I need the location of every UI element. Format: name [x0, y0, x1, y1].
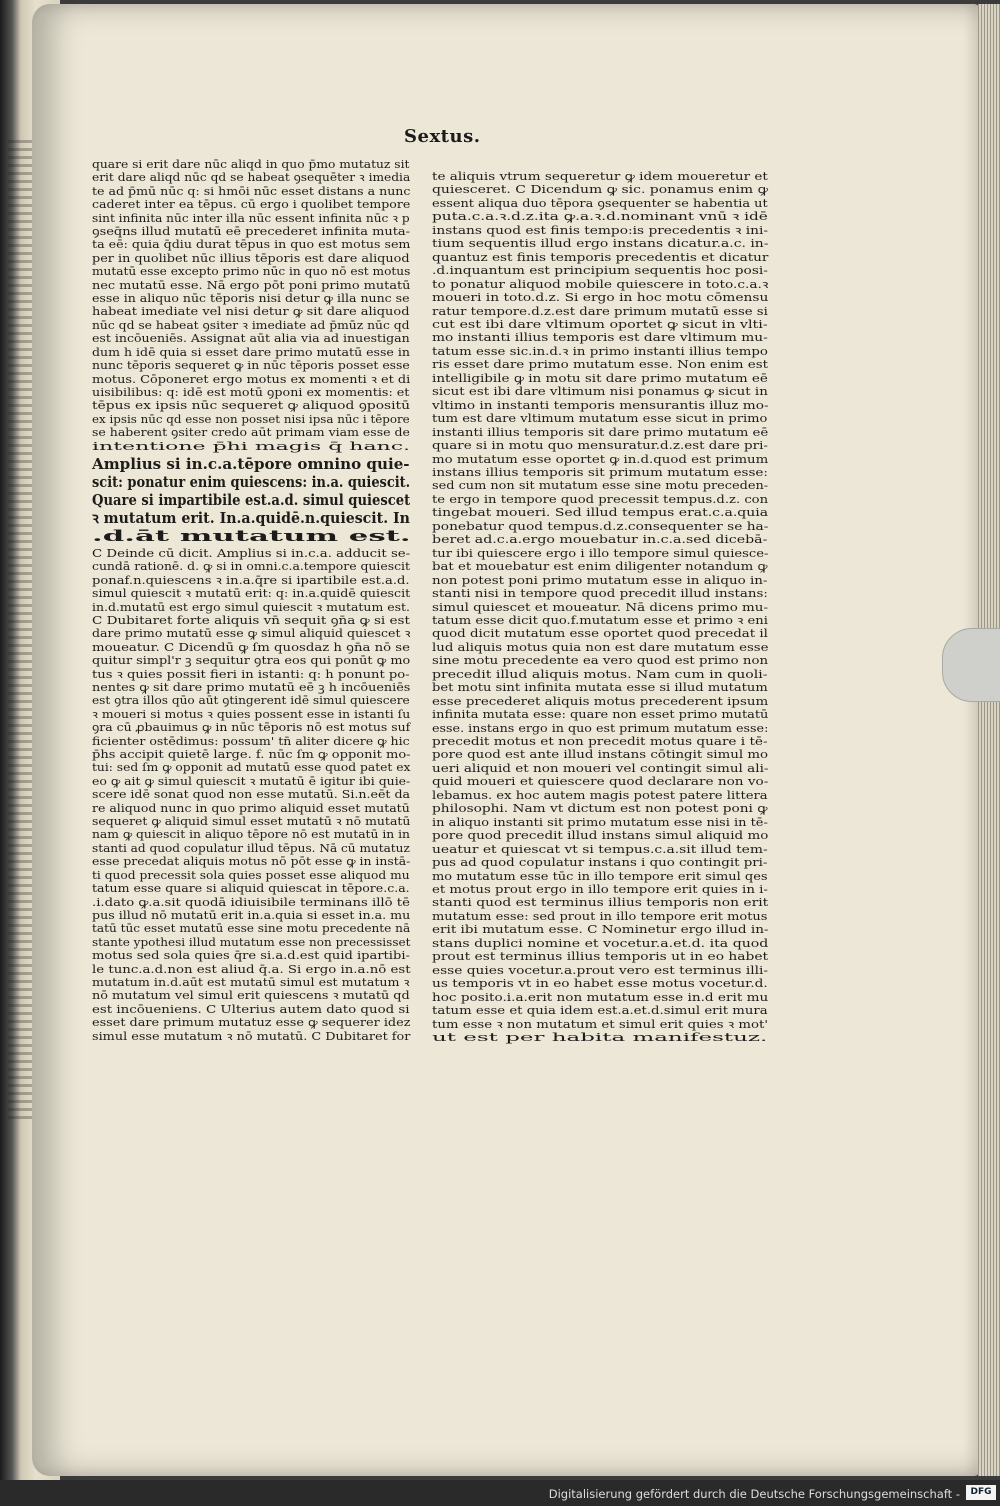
text-line: nunc tēporis sequeret ꝙ in nūc tēporis posset esse: [92, 359, 410, 373]
text-line: eo ꝙ ait ꝙ simul quiescit ꝛ mutatū ē igitur ibi quie-: [92, 774, 411, 788]
left-column: [92, 158, 410, 1043]
text-line: hoc posito.i.a.erit non mutatum esse in.d erit mu: [432, 990, 769, 1004]
right-column: [432, 170, 768, 1044]
text-line: simul quiescet et moueatur. Nā dicens primo mu-: [432, 600, 768, 614]
text-line: ti quod precessit sola quies posset esse aliquod mu: [92, 868, 410, 882]
text-line: in aliquo instanti sit primo mutatum esse nisi in tē-: [432, 815, 768, 829]
text-line: esse in aliquo nūc tēporis nisi detur ꝙ illa nunc se: [92, 292, 410, 306]
text-line: p̄hs accipit quietē large. f. nūc ſm ꝙ opponit mo-: [92, 748, 411, 762]
text-line: esse precederet aliquis motus precederent ipsum: [432, 694, 769, 708]
text-line: .d.inquantum est principium sequentis hoc posi-: [432, 264, 768, 278]
text-line: nō mutatum vel simul erit quiescens ꝛ mutatū qd: [92, 989, 410, 1003]
text-line: intentione p̄hi magis q̄ hanc.: [92, 439, 411, 453]
text-line: re aliquod nunc in quo primo aliquid esset mutatū: [92, 801, 410, 815]
text-line: tur ibi quiescere ergo i illo tempore simul quiesce-: [432, 546, 769, 560]
text-line: dare primo mutatū esse ꝙ simul aliquid quiescet ꝛ: [92, 627, 411, 641]
text-line: non potest poni primo mutatum esse in aliquo in-: [432, 573, 768, 587]
text-line: ex ipsis nūc qd esse non posset nisi ipsa nūc i tēpore: [92, 412, 410, 426]
text-line: ratur tempore.d.z.est dare primum mutatū esse si: [432, 304, 768, 318]
text-line: scere idē sonat quod non esse mutatū. Si.n.eēt da: [92, 788, 411, 802]
lemma-line: .d.āt mutatum est.: [92, 526, 411, 545]
text-line: precedit illud aliquis motus. Nam cum in quoli-: [432, 667, 768, 681]
text-line: tum est dare vltimum mutatum esse sicut in primo: [432, 412, 768, 426]
text-line: te aliquis vtrum sequeretur ꝙ idem moueretur et: [432, 170, 768, 183]
text-line: ꝯseq̄ns illud mutatū eē precederet infinita muta-: [92, 225, 411, 239]
text-line: ꝛ moueri si motus ꝛ quies possent esse in istanti ſu: [92, 707, 411, 721]
text-line: quantuz est finis temporis precedentis et dicatur: [432, 250, 769, 264]
text-line: cut est ibi dare vltimum oportet ꝙ sicut in vlti-: [432, 317, 768, 331]
text-line: uisibilibus: q: idē est motū ꝯponi ex momentis: et: [92, 385, 410, 399]
page-stack-edge: [978, 4, 1000, 1476]
text-line: motus. Cōponeret ergo motus ex momenti ꝛ et di: [92, 372, 411, 386]
lemma-line: ꝛ mutatum erit. In.a.quidē.n.quiescit. In: [92, 508, 410, 527]
text-line: beret ad.c.a.ergo mouebatur in.c.a.sed dicebā-: [432, 533, 768, 547]
text-line: esse precedat aliquis motus nō pōt esse ꝙ in instā-: [92, 855, 411, 869]
text-line: C Deinde cū dicit. Amplius si in.c.a. adducit se-: [92, 546, 411, 560]
right-column-text: [432, 170, 768, 1044]
text-line: tatum esse et quia idem est.a.et.d.simul erit mura: [432, 1004, 768, 1018]
text-line: stanti ad quod copulatur illud tēpus. Nā cū mutatuz: [92, 841, 410, 855]
text-line: stanti nisi in tempore quod precedit illud instans:: [432, 587, 768, 601]
text-line: tatum esse quare si aliquid quiescat in tēpore.c.a.: [92, 882, 410, 896]
bookmark-clip: [942, 628, 1000, 702]
text-line: sequeret ꝙ aliquid simul esset mutatū ꝛ nō mutatū: [92, 815, 411, 829]
text-line: quiesceret. C Dicendum ꝙ sic. ponamus enim ꝙ: [432, 183, 769, 197]
text-line: le tunc.a.d.non est aliud q̄.a. Si ergo in.a.nō est: [92, 962, 411, 976]
text-line: tatum esse dicit quo.f.mutatum esse et primo ꝛ eni: [432, 613, 768, 627]
text-line: tum esse ꝛ non mutatum et simul erit quies ꝛ mot': [432, 1017, 768, 1031]
text-line: ueatur et quiescat vt si tempus.c.a.sit illud tem-: [432, 842, 768, 856]
text-line: in.d.mutatū est ergo simul quiescit ꝛ mutatum est.: [92, 600, 410, 614]
text-line: est incōueniens. C Ulterius autem dato quod si: [92, 1002, 410, 1016]
text-line: tus ꝛ quies possit fieri in istanti: q: h ponunt po-: [92, 667, 410, 681]
text-line: tium sequentis illud ergo instans dicatur.a.c. in-: [432, 237, 769, 251]
text-line: ueri aliquid et non moueri vel contingit simul ali-: [432, 761, 769, 775]
text-line: us temporis vt in eo habet esse motus vocetur.d.: [432, 977, 768, 991]
text-line: nentes ꝙ sit dare primo mutatū eē ꝫ h incōueniēs: [92, 681, 411, 694]
text-line: ris esset dare primo mutatum esse. Non enim est: [432, 358, 769, 372]
text-line: habeat imediate vel nisi detur ꝙ sit dare aliquod: [92, 305, 410, 319]
text-line: bat et mouebatur est enim diligenter notandum ꝙ: [432, 560, 768, 574]
text-line: instans illius temporis sit primum mutatum esse:: [432, 465, 768, 479]
text-line: est ꝯtra illos qūo aūt ꝯtingerent idē simul quiescere: [92, 694, 410, 708]
text-line: philosophi. Nam vt dictum est non potest poni ꝙ: [432, 802, 768, 816]
text-line: sed cum non sit mutatum esse sine motu preceden-: [432, 479, 769, 493]
text-line: ꝯra cū ꝓbauimus ꝙ in nūc tēporis nō est motus suf: [92, 721, 411, 735]
text-line: mo mutatum esse oportet ꝙ in.d.quod est primum: [432, 452, 769, 466]
text-line: tatum esse sic.in.d.ꝛ in primo instanti illius tempo: [432, 344, 768, 358]
text-line: quare si in motu quo mensuratur.d.z.est dare pri-: [432, 439, 768, 453]
text-line: est incōueniēs. Assignat aūt alia via ad inuestigan: [92, 332, 410, 346]
text-line: ficienter ostēdimus: possum' tn̄ aliter dicere ꝙ hic: [92, 734, 410, 748]
text-line: mo instanti illius temporis est dare vltimum mu-: [432, 331, 768, 345]
text-line: sicut est ibi dare vltimum nisi ponamus ꝙ sicut in: [432, 385, 768, 399]
text-line: et motus prout ergo in illo tempore erit quies in i-: [432, 883, 768, 897]
dfg-logo: DFG: [966, 1485, 996, 1500]
text-line: pus ad quod copulatur instans i quo contingit pri-: [432, 856, 768, 870]
text-line: instans quod est finis tempo:is precedentis ꝛ ini-: [432, 223, 769, 237]
footer-bar: [0, 1480, 1000, 1506]
text-line: stante ypothesi illud mutatum esse non precessisset: [92, 935, 411, 949]
text-line: pore quod precedit illud instans simul aliquid mo: [432, 829, 769, 843]
text-line: lebamus. ex hoc autem magis potest patere littera: [432, 788, 768, 802]
text-line: motus sed sola quies q̄re si.a.d.est quid ipartibi-: [92, 949, 410, 963]
text-line: moueri in toto.d.z. Si ergo in hoc motu cōmensu: [432, 291, 769, 305]
text-line: per in quolibet nūc illius tēporis est dare aliquod: [92, 251, 410, 265]
text-line: C Dubitaret forte aliquis vn̄ sequit ꝯn̄a ꝙ si est: [92, 613, 410, 627]
text-line: intelligibile ꝙ in motu sit dare primo mutatum eē: [432, 371, 768, 385]
text-line: cundā rationē. d. ꝙ si in omni.c.a.tempore quiescit: [92, 560, 410, 574]
text-line: mutatū esse excepto primo nūc in quo nō est motus: [92, 265, 411, 279]
text-line: te ergo in tempore quod precessit tempus.d.z. con: [432, 492, 769, 506]
footer-credit: Digitalisierung gefördert durch die Deutsche Forschungsgemeinschaft -: [548, 1487, 960, 1501]
text-line: esset dare primum mutatuz esse ꝙ sequerer idez: [92, 1016, 411, 1030]
text-line: precedit motus et non precedit motus quare i tē-: [432, 735, 768, 749]
text-line: stanti quod est terminus illius temporis non erit: [432, 896, 769, 910]
text-line: quare si erit dare nūc aliqd in quo p̄mo mutatuz sit: [92, 158, 410, 171]
text-line: ut est per habita manifestuz.: [432, 1031, 768, 1044]
text-line: instanti illius temporis sit dare primo mutatum eē: [432, 425, 769, 439]
text-line: quid moueri et quiescere quod declarare non vo-: [432, 775, 769, 789]
text-line: mutatum in.d.aūt est mutatū simul est mutatum ꝛ: [92, 975, 410, 989]
text-line: puta.c.a.ꝛ.d.z.ita ꝙ.a.ꝛ.d.nominant vnū ꝛ idē: [432, 210, 768, 224]
text-line: ta eē: quia q̄diu durat tēpus in quo est motus sem: [92, 238, 411, 252]
text-line: tēpus ex ipsis nūc sequeret ꝙ aliquod ꝯpositū: [92, 399, 411, 413]
text-line: ponebatur quod tempus.d.z.consequenter se ha-: [432, 519, 769, 533]
text-line: nec mutatū esse. Nā ergo pōt poni primo mutatū: [92, 278, 411, 292]
text-line: se haberent ꝯsiter credo aūt primam viam esse de: [92, 426, 410, 440]
left-column-commentary: [92, 547, 410, 1043]
text-line: bet motu sint infinita mutata esse si illud mutatum: [432, 681, 768, 695]
text-line: mutatum esse: sed prout in illo tempore erit motus: [432, 909, 768, 923]
text-line: simul quiescit ꝛ mutatū erit: q: in.a.quidē quiescit: [92, 587, 411, 601]
text-line: nam ꝙ quiescit in aliquo tēpore nō est mutatū in in: [92, 828, 410, 842]
lemma-block: [92, 455, 410, 545]
text-line: nūc qd se habeat ꝯsiter ꝛ imediate ad p̄mūz nūc qd: [92, 318, 410, 332]
text-line: stans duplici nomine et vocetur.a.et.d. ita quod: [432, 936, 769, 950]
text-line: erit ibi mutatum esse. C Nominetur ergo illud in-: [432, 923, 769, 937]
text-line: sint infinita nūc inter illa nūc essent infinita nūc ꝛ p: [92, 211, 410, 225]
left-column-text: [92, 158, 410, 453]
text-line: tatū tūc esset mutatū esse sine motu precedente nā: [92, 922, 411, 936]
text-line: caderet inter ea tēpus. cū ergo i quolibet tempore: [92, 198, 411, 212]
text-line: te ad p̄mū nūc q: si hmōi nūc esset distans a nunc: [92, 184, 411, 198]
text-line: erit dare aliqd nūc qd se habeat ꝯsequēter ꝛ imedia: [92, 171, 411, 185]
text-line: pus illud nō mutatū erit in.a.quia si esset in.a. mu: [92, 908, 411, 922]
lemma-line: scit: ponatur enim quiescens: in.a. quiescit.: [92, 472, 411, 491]
text-line: prout est terminus illius temporis ut in eo habet: [432, 950, 769, 964]
lemma-line: Quare si impartibile est.a.d. simul quiescet: [92, 490, 411, 509]
text-line: tui: sed ſm ꝙ opponit ad mutatū esse quod patet ex: [92, 761, 411, 775]
text-line: esse quies vocetur.a.prout vero est terminus illi-: [432, 963, 769, 977]
text-line: simul esse mutatum ꝛ nō mutatū. C Dubitaret for: [92, 1029, 411, 1043]
text-line: moueatur. C Dicendū ꝙ ſm quosdaz h ꝯn̄a nō se: [92, 640, 410, 654]
text-line: esse. instans ergo in quo est primum mutatum esse:: [432, 721, 769, 735]
text-line: dum h idē quia si esset dare primo mutatū esse in: [92, 345, 410, 359]
text-line: tingebat moueri. Sed illud tempus erat.c.a.quia: [432, 506, 769, 520]
text-line: quitur simpl'r ꝫ sequitur ꝯtra eos qui ponūt ꝙ mo: [92, 654, 411, 668]
text-line: vltimo in instanti temporis mensurantis illuz mo-: [432, 398, 769, 412]
lemma-line: Amplius si in.c.a.tēpore omnino quie-: [92, 454, 410, 473]
text-line: to ponatur aliquod mobile quiescere in toto.c.a.ꝛ: [432, 277, 769, 291]
text-line: infinita mutata esse: quare non esset primo mutatū: [432, 708, 769, 722]
running-head: Sextus.: [404, 126, 481, 147]
text-line: sine motu precedente ea vero quod est primo non: [432, 654, 769, 668]
text-line: lud aliquis motus quia non est dare mutatum esse: [432, 640, 769, 654]
text-line: pore quod est ante illud instans cōtingit simul mo: [432, 748, 769, 762]
text-line: mo mutatum esse tūc in illo tempore erit simul qes: [432, 869, 768, 883]
text-line: essent aliqua duo tēpora ꝯsequenter se habentia ut: [432, 196, 768, 210]
text-line: .i.dato ꝙ.a.sit quodā idiuisibile terminans illō tē: [92, 895, 410, 909]
text-line: quod dicit mutatum esse oportet quod precedat il: [432, 627, 768, 641]
text-line: ponaf.n.quiescens ꝛ in.a.q̄re si ipartibile est.a.d.: [92, 573, 410, 587]
